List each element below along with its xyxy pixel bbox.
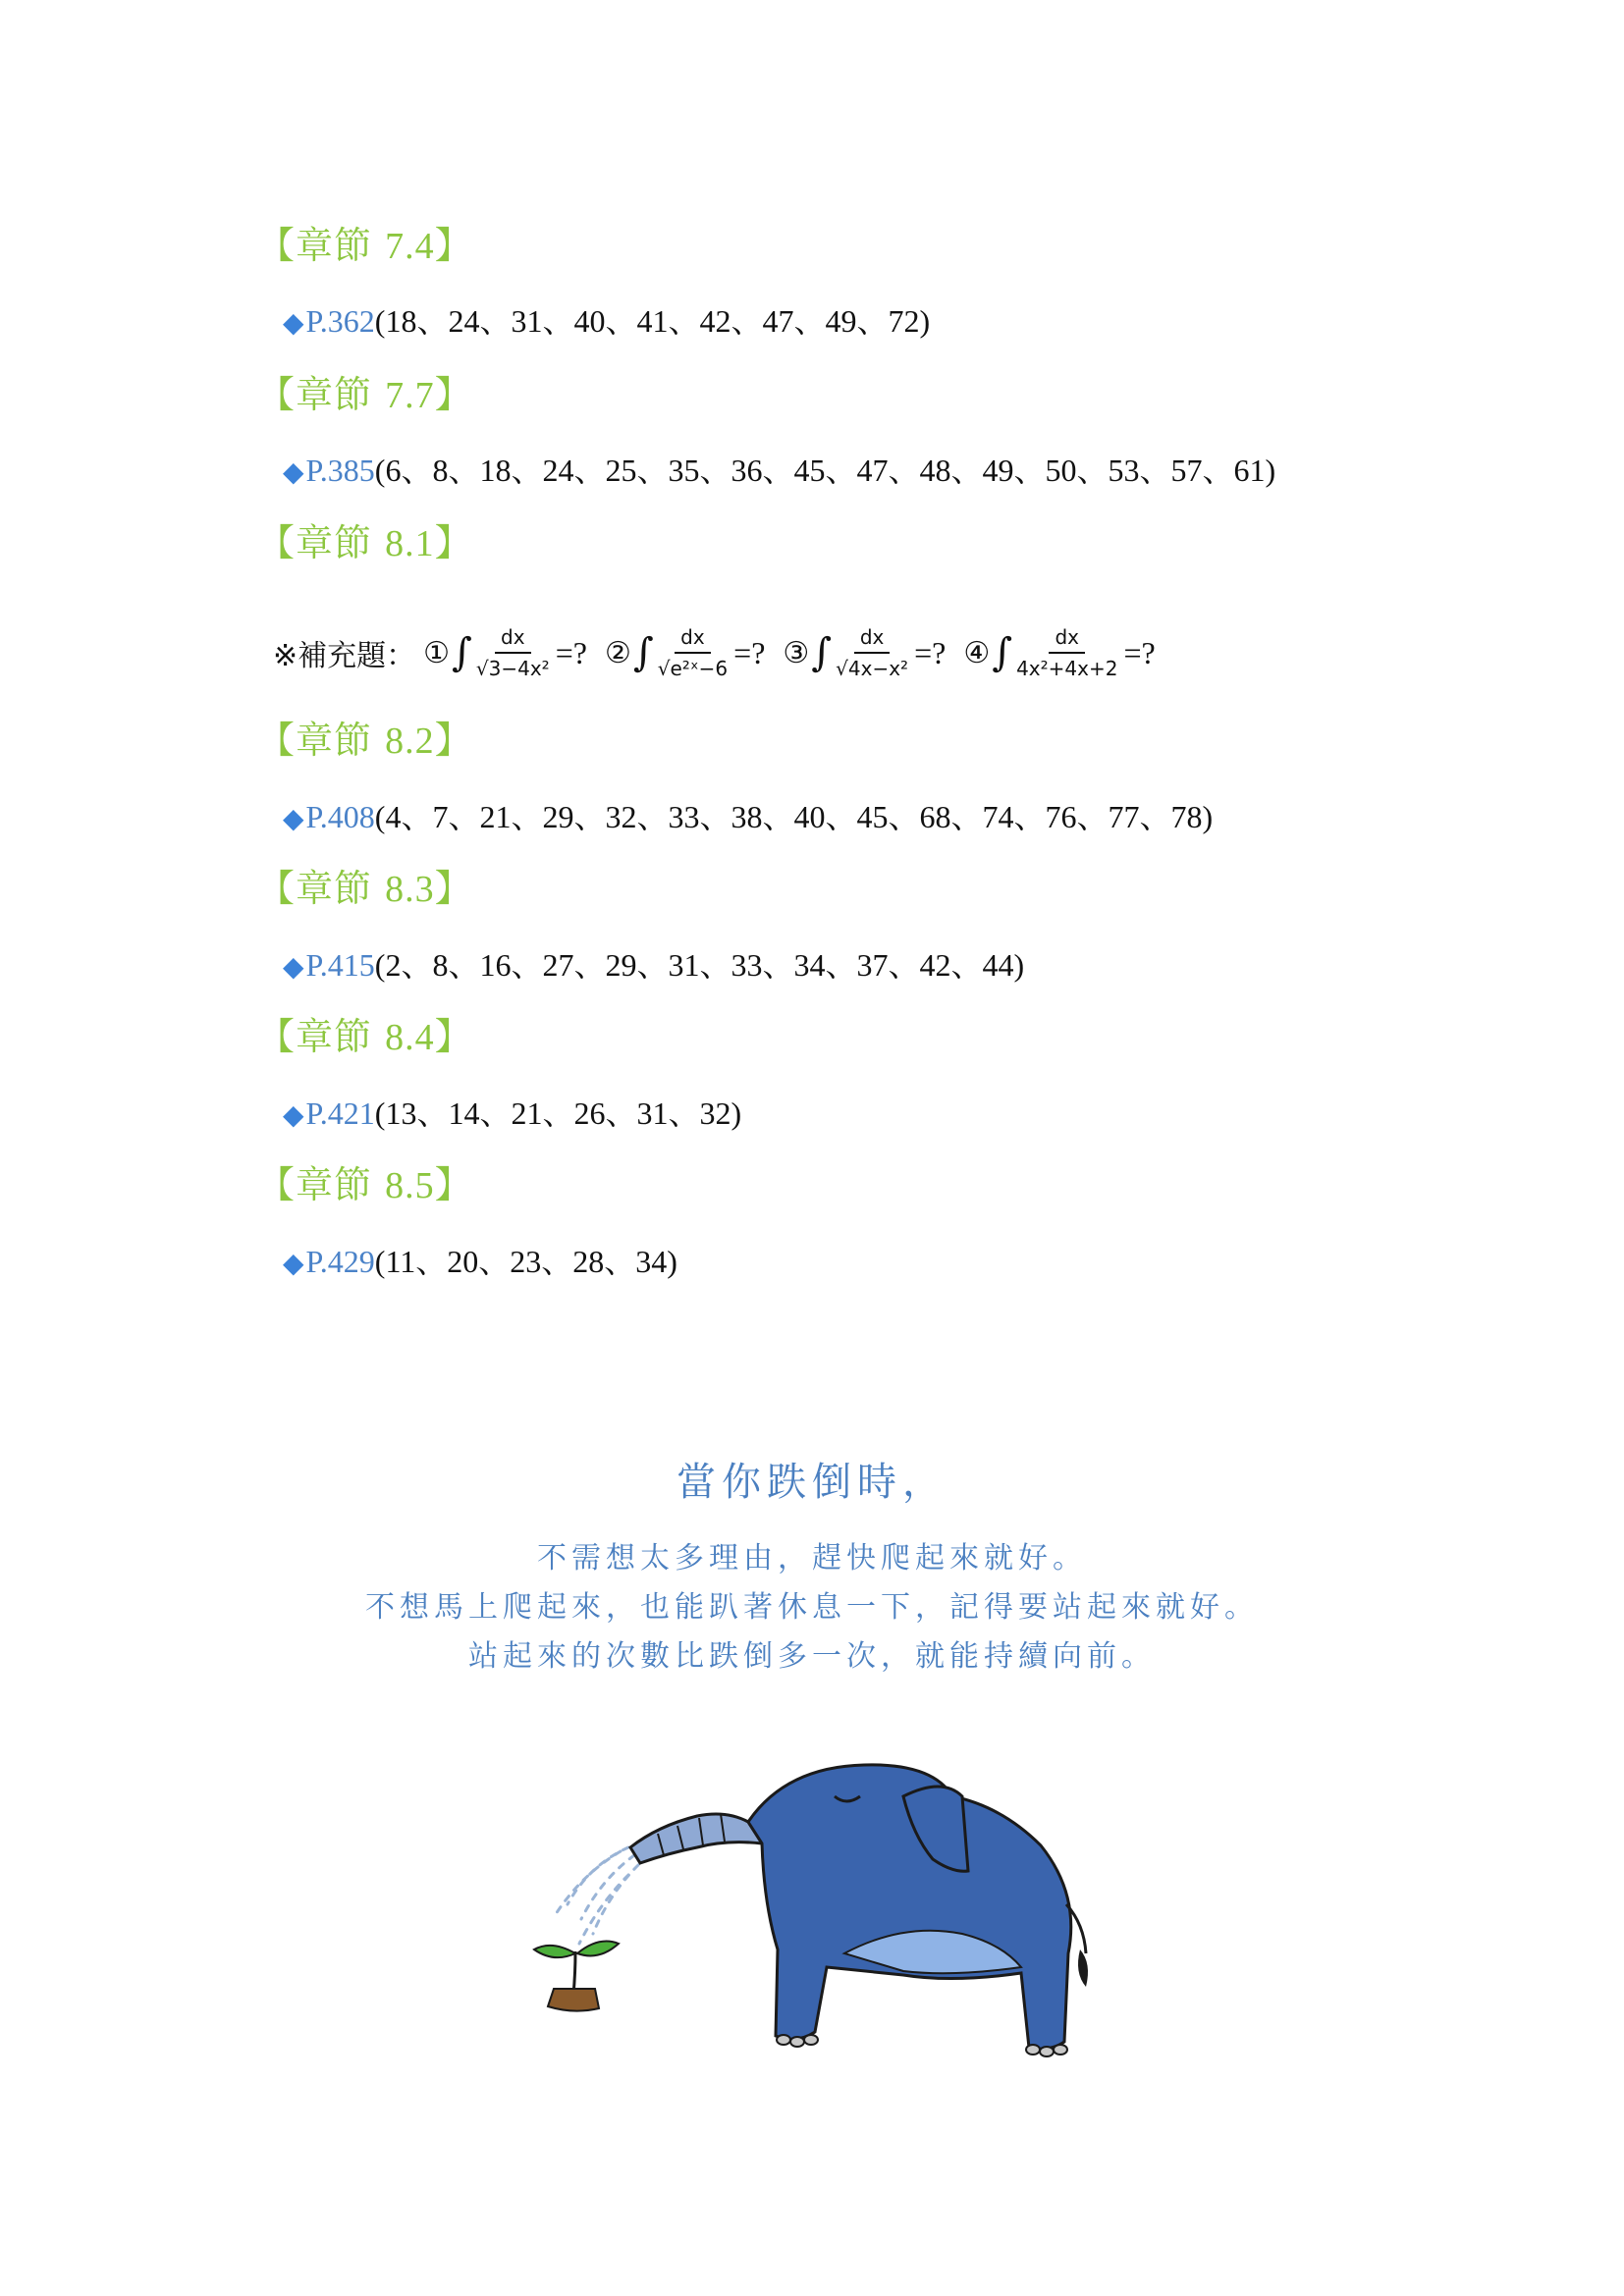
page-reference: P.429 <box>305 1244 375 1279</box>
integral-problem-4: ④ ∫ $\frac{dx}{\text{4x²+4x+2}}$ =? <box>963 625 1156 680</box>
diamond-bullet-icon: ◆ <box>283 802 304 834</box>
diamond-bullet-icon: ◆ <box>283 306 304 339</box>
problem-list-8-2 <box>283 795 1213 840</box>
problem-list-8-3 <box>283 943 1024 988</box>
problem-numbers: (11、20、23、28、34) <box>374 1244 677 1279</box>
page-reference: P.415 <box>305 947 375 983</box>
poem-line-3: 站起來的次數比跌倒多一次，就能持續向前。 <box>468 1639 1156 1674</box>
problem-list-7-4 <box>283 299 930 345</box>
supplementary-label: ※補充題： <box>273 639 416 673</box>
problem-list-8-5 <box>283 1240 677 1285</box>
page-reference: P.385 <box>305 453 375 488</box>
diamond-bullet-icon: ◆ <box>283 950 304 983</box>
fraction: $\frac{dx}{\text{√4x−x²}}$ <box>836 625 909 680</box>
fraction: $\frac{dx}{\text{4x²+4x+2}}$ <box>1016 625 1118 680</box>
section-heading-8-2: 【章節 8.2】 <box>257 719 473 762</box>
page-reference: P.408 <box>305 799 375 834</box>
integral-problem-2: ② ∫ $\frac{dx}{\text{√e²ˣ−6}}$ =? <box>604 625 766 680</box>
section-heading-7-7: 【章節 7.7】 <box>257 373 473 416</box>
problem-numbers: (18、24、31、40、41、42、47、49、72) <box>374 303 931 339</box>
poem-line-1: 不需想太多理由，趕快爬起來就好。 <box>537 1541 1087 1575</box>
diamond-bullet-icon: ◆ <box>283 455 304 488</box>
problem-list-8-4 <box>283 1092 741 1137</box>
integral-sign-icon: ∫ <box>452 630 472 675</box>
section-heading-7-4: 【章節 7.4】 <box>257 224 473 267</box>
supplementary-problems <box>273 609 1173 697</box>
problem-numbers: (2、8、16、27、29、31、33、34、37、42、44) <box>374 947 1025 983</box>
integral-sign-icon: ∫ <box>811 630 833 675</box>
sprout-icon <box>534 1942 619 2011</box>
integral-sign-icon: ∫ <box>632 630 654 675</box>
problem-list-7-7 <box>283 449 1275 494</box>
page-reference: P.362 <box>305 303 375 339</box>
fraction: $\frac{dx}{\text{√3−4x²}}$ <box>475 625 550 680</box>
section-heading-8-5: 【章節 8.5】 <box>257 1163 473 1206</box>
poem-title: 當你跌倒時， <box>677 1460 947 1505</box>
page-reference: P.421 <box>305 1095 375 1131</box>
fraction: $\frac{dx}{\text{√e²ˣ−6}}$ <box>657 625 729 680</box>
diamond-bullet-icon: ◆ <box>283 1098 304 1131</box>
poem-line-2: 不想馬上爬起來，也能趴著休息一下，記得要站起來就好。 <box>365 1590 1259 1625</box>
problem-numbers: (13、14、21、26、31、32) <box>374 1095 742 1131</box>
water-drops-icon <box>556 1847 638 1944</box>
integral-sign-icon: ∫ <box>992 630 1013 675</box>
diamond-bullet-icon: ◆ <box>283 1247 304 1279</box>
section-heading-8-1: 【章節 8.1】 <box>257 521 473 564</box>
section-heading-8-3: 【章節 8.3】 <box>257 867 473 910</box>
problem-numbers: (6、8、18、24、25、35、36、45、47、48、49、50、53、57、61) <box>374 453 1276 488</box>
elephant-trunk <box>630 1814 762 1863</box>
elephant-watering-sprout-illustration <box>491 1757 1198 2101</box>
integral-problem-1: ① ∫ $\frac{dx}{\text{√3−4x²}}$ =? <box>423 625 587 680</box>
section-heading-8-4: 【章節 8.4】 <box>257 1015 473 1058</box>
problem-numbers: (4、7、21、29、32、33、38、40、45、68、74、76、77、78) <box>374 799 1214 834</box>
integral-problem-3: ③ ∫ $\frac{dx}{\text{√4x−x²}}$ =? <box>783 625 947 680</box>
